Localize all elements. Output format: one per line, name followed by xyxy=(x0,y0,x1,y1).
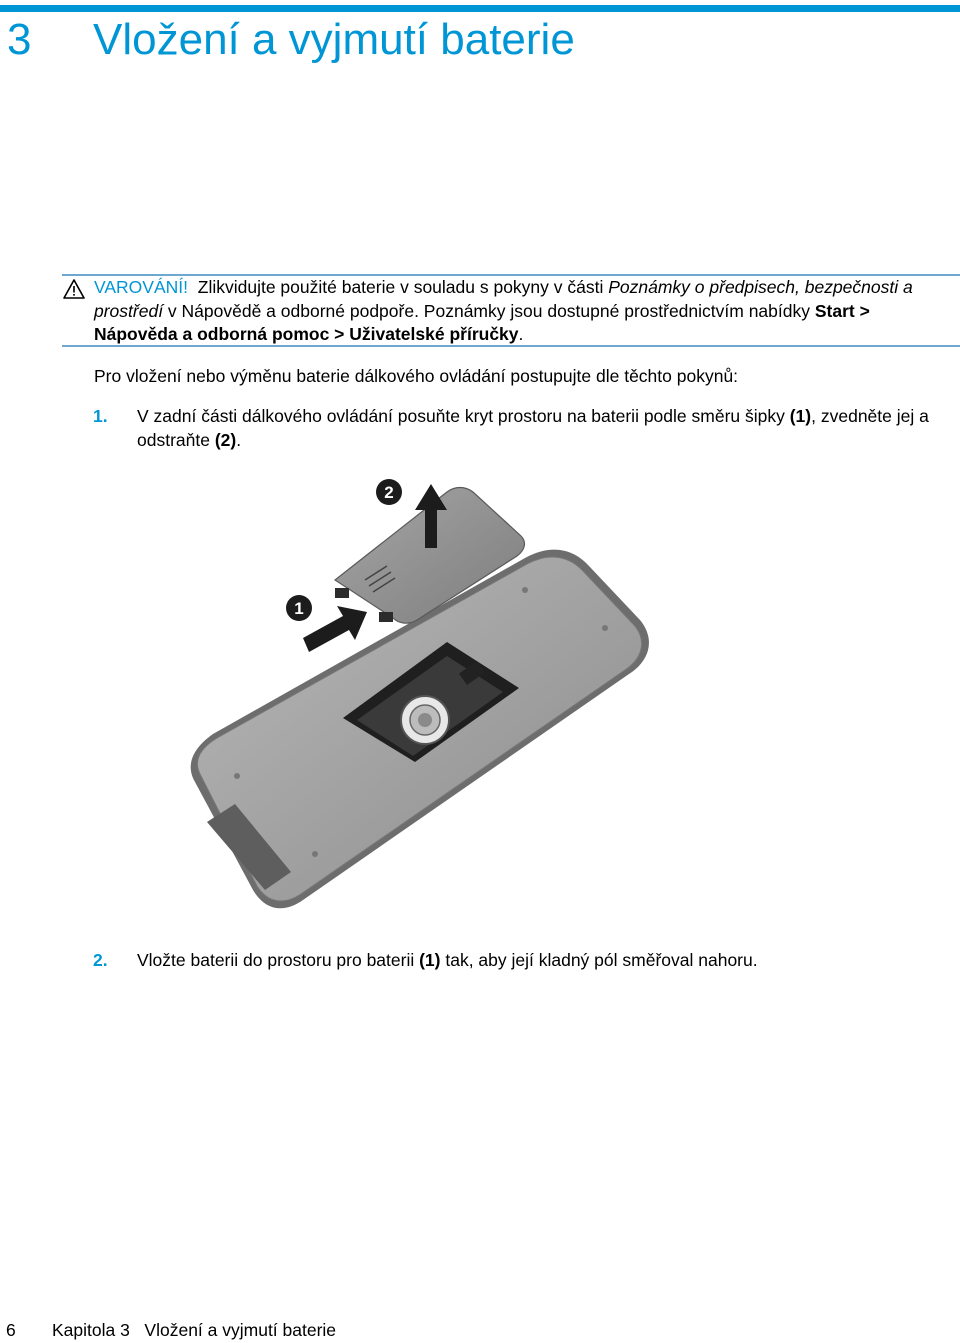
step-2-number: 2. xyxy=(93,950,108,970)
step-2-text-a: Vložte baterii do prostoru pro baterii xyxy=(137,950,420,970)
footer-chapter-ref: Kapitola 3 Vložení a vyjmutí baterie xyxy=(52,1320,337,1340)
step-1-text-a: V zadní části dálkového ovládání posuňte kryt prostoru na baterii podle směru šipky xyxy=(137,406,790,426)
warning-label: VAROVÁNÍ! xyxy=(94,277,189,297)
chapter-number: 3 xyxy=(7,15,32,64)
warning-text xyxy=(94,276,958,347)
step-1-number: 1. xyxy=(93,406,108,426)
warning-bottom-rule xyxy=(62,345,960,347)
slide-arrow-icon xyxy=(303,606,367,652)
intro-paragraph: Pro vložení nebo výměnu baterie dálkového ovládání postupujte dle těchto pokynů: xyxy=(94,366,739,386)
step-2-text xyxy=(137,949,959,973)
warning-triangle-icon xyxy=(63,279,85,299)
chapter-title-text: Vložení a vyjmutí baterie xyxy=(93,15,575,64)
warning-text-2: v Nápovědě a odborné podpoře. Poznámky jsou dostupné prostřednictvím nabídky xyxy=(163,300,815,321)
chapter-title xyxy=(7,14,575,66)
warning-menu-path: Start > Nápověda a odborná pomoc > Uživatelské příručky xyxy=(94,300,870,344)
page-footer xyxy=(6,1319,336,1341)
step-2-text-b: tak, aby její kladný pól směřoval nahoru. xyxy=(440,950,758,970)
page-number: 6 xyxy=(6,1320,16,1340)
warning-text-3: . xyxy=(518,324,524,344)
warning-text-1: Zlikvidujte použité baterie v souladu s pokyny v části xyxy=(197,277,609,297)
callout-2-label: 2 xyxy=(384,483,394,502)
callout-2 xyxy=(376,479,402,505)
step-1-text-b: , zvedněte jej a odstraňte xyxy=(137,406,929,450)
step-1-ref-b: (2) xyxy=(214,429,237,450)
step-2-ref-a: (1) xyxy=(419,950,441,970)
remote-battery-illustration xyxy=(185,470,655,920)
step-1-text-c: . xyxy=(236,429,242,450)
warning-italic-ref: Poznámky o předpisech, bezpečnosti a prostředí xyxy=(94,277,913,321)
top-rule xyxy=(0,5,960,12)
callout-1 xyxy=(286,595,312,621)
callout-1-label: 1 xyxy=(294,599,304,618)
step-1-text xyxy=(137,405,959,452)
step-1-ref-a: (1) xyxy=(789,406,812,426)
